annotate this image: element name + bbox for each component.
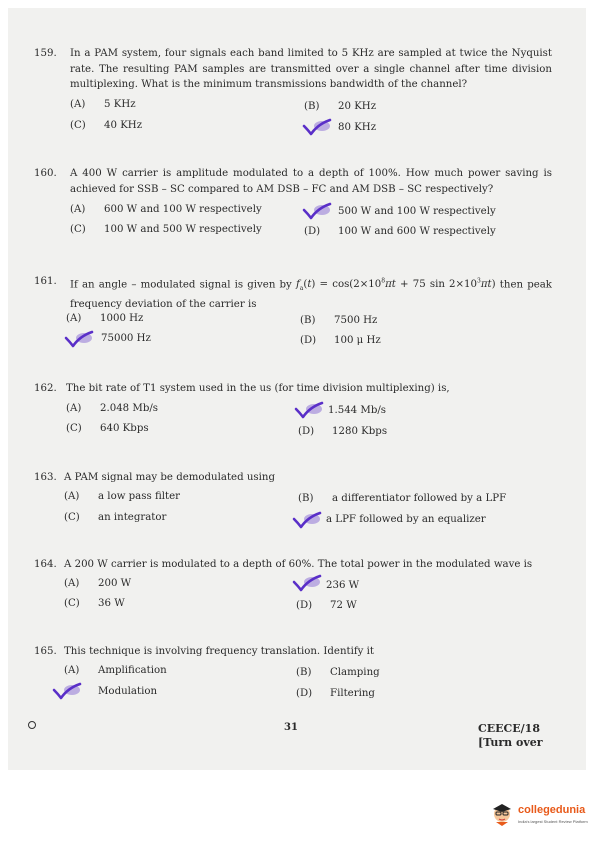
brand-name: collegedunia (518, 804, 586, 816)
option-a[interactable]: (A) a low pass filter (64, 491, 180, 502)
option-d[interactable]: (D) 100 W and 600 W respectively (304, 226, 496, 237)
question-number: 162. (34, 383, 57, 394)
question-text: In a PAM system, four signals each band limited to 5 KHz are sampled at twice the Nyquist rate. The resulting PAM samples are transmitted over a single channel after time division multiplexing. What is the minimum transmissions bandwidth of the channel? (70, 48, 552, 90)
option-d[interactable]: (D) 100 μ Hz (300, 335, 381, 346)
option-b-answer[interactable]: 236 W (326, 580, 360, 591)
brand-tagline: India's largest Student Review Platform (518, 819, 588, 824)
option-d-answer[interactable]: a LPF followed by an equalizer (326, 514, 486, 525)
collegedunia-logo[interactable] (490, 800, 590, 832)
option-a[interactable]: (A) 5 KHz (70, 99, 136, 110)
option-c[interactable]: (C) 640 Kbps (66, 423, 149, 434)
question-number: 160. (34, 168, 57, 179)
question-text: If an angle – modulated signal is given by $f_a(t) = \cos(2\times 10^8\pi t + 75$ $\sin 2\times 10^3\pi t$) then peak frequency deviation of the carrier is (70, 278, 552, 310)
option-a[interactable]: (A) Amplification (64, 665, 167, 676)
option-a[interactable]: (A) 1000 Hz (66, 313, 144, 324)
question-text: A 200 W carrier is modulated to a depth of 60%. The total power in the modulated wave is (64, 559, 533, 570)
option-b[interactable]: (B) Clamping (296, 667, 380, 678)
option-d[interactable]: (D) Filtering (296, 688, 375, 699)
question-number: 164. (34, 559, 57, 570)
question-number: 159. (34, 48, 57, 59)
option-c[interactable]: (C) 36 W (64, 598, 125, 609)
exam-page (8, 8, 586, 770)
page-number: 31 (284, 722, 298, 733)
check-mark-icon (302, 202, 332, 220)
option-a[interactable]: (A) 600 W and 100 W respectively (70, 204, 262, 215)
check-mark-icon (302, 118, 332, 136)
question-number: 163. (34, 472, 57, 483)
check-mark-icon (52, 682, 82, 700)
option-b[interactable]: (B) a differentiator followed by a LPF (298, 493, 507, 504)
question-text: A 400 W carrier is amplitude modulated to a depth of 100%. How much power saving is achieved for SSB – SC compared to AM DSB – FC and AM DSB – SC respectively? (70, 168, 552, 195)
punch-circle-icon (28, 721, 36, 729)
option-b-answer[interactable]: 500 W and 100 W respectively (338, 206, 496, 217)
question-text: This technique is involving frequency translation. Identify it (64, 646, 374, 657)
check-mark-icon (64, 330, 94, 348)
option-d[interactable]: (D) 1280 Kbps (298, 426, 388, 437)
option-c[interactable]: (C) 100 W and 500 W respectively (70, 224, 262, 235)
question-text: The bit rate of T1 system used in the us (for time division multiplexing) is, (66, 383, 450, 394)
question-number: 165. (34, 646, 57, 657)
option-a[interactable]: (A) 200 W (64, 578, 132, 589)
option-c-answer[interactable]: 75000 Hz (101, 333, 151, 344)
option-b[interactable]: (B) 7500 Hz (300, 315, 378, 326)
option-b-answer[interactable]: 1.544 Mb/s (328, 405, 387, 416)
exam-code: CEECE/18 [Turn over (478, 722, 543, 749)
student-avatar-icon (490, 800, 514, 826)
option-c-answer[interactable]: Modulation (98, 686, 158, 697)
option-c[interactable]: (C) an integrator (64, 512, 167, 523)
question-number: 161. (34, 276, 57, 287)
option-d[interactable]: (D) 72 W (296, 600, 357, 611)
check-mark-icon (294, 401, 324, 419)
option-c[interactable]: (C) 40 KHz (70, 120, 143, 131)
check-mark-icon (292, 574, 322, 592)
option-b[interactable]: (B) 20 KHz (304, 101, 377, 112)
option-a[interactable]: (A) 2.048 Mb/s (66, 403, 159, 414)
check-mark-icon (292, 511, 322, 529)
formula: $f_a(t) = \cos(2\times 10^8\pi t + 75$ $\sin 2\times 10^3\pi t$) (295, 278, 496, 293)
question-text: A PAM signal may be demodulated using (64, 472, 275, 483)
option-d-answer[interactable]: 80 KHz (338, 122, 377, 133)
